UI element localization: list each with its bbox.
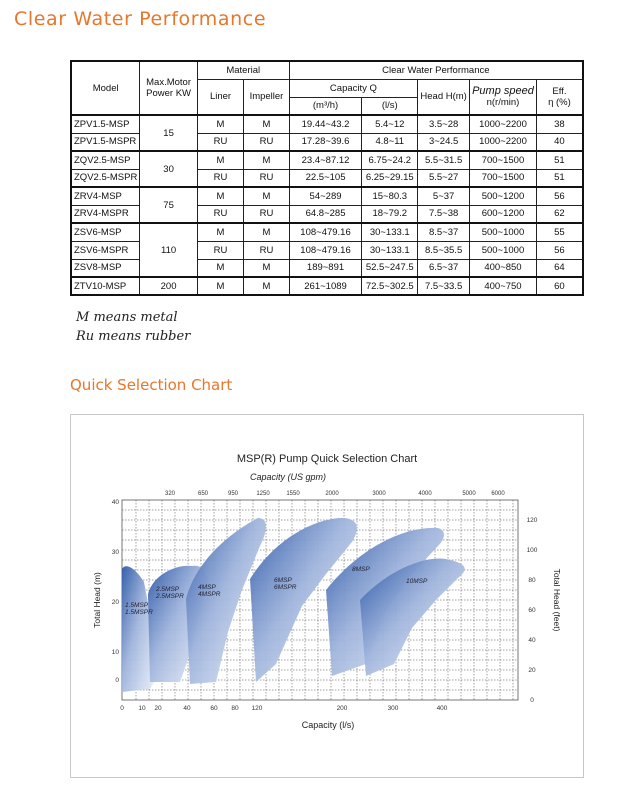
series-label: 2.5MSPR <box>156 593 184 600</box>
y-left-axis-label: Total Head (m) <box>92 572 102 628</box>
top-tick-label: 5000 <box>462 491 476 497</box>
series-label: 8MSP <box>352 566 370 573</box>
cell-eff: 51 <box>536 151 583 169</box>
top-tick-label: 1550 <box>286 491 300 497</box>
cell-speed: 1000~2200 <box>470 115 537 133</box>
cell-head: 8.5~37 <box>418 223 470 241</box>
top-tick-label: 320 <box>164 491 176 497</box>
y-left-tick-label: 10 <box>111 649 119 656</box>
y-right-tick-label: 80 <box>528 577 536 584</box>
cell-m3h: 108~479.16 <box>289 223 362 241</box>
x-tick-label: 40 <box>183 705 191 712</box>
top-axis-label: Capacity (US gpm) <box>249 472 327 482</box>
header-liner: Liner <box>197 79 243 115</box>
cell-eff: 64 <box>536 259 583 277</box>
cell-head: 7.5~38 <box>418 205 470 223</box>
cell-m3h: 54~289 <box>289 187 362 205</box>
cell-ls: 30~133.1 <box>362 223 418 241</box>
series-label: 10MSP <box>406 578 428 585</box>
cell-eff: 51 <box>536 169 583 187</box>
cell-impeller: RU <box>244 241 289 259</box>
cell-power: 15 <box>140 115 197 151</box>
table-row <box>71 115 583 133</box>
cell-eff: 56 <box>536 187 583 205</box>
cell-model: ZTV10-MSP <box>71 277 140 295</box>
cell-power: 30 <box>140 151 197 187</box>
cell-head: 3~24.5 <box>418 133 470 151</box>
cell-liner: RU <box>197 169 243 187</box>
cell-model: ZQV2.5-MSP <box>71 151 140 169</box>
cell-m3h: 22.5~105 <box>289 169 362 187</box>
cell-liner: M <box>197 151 243 169</box>
cell-head: 5.5~31.5 <box>418 151 470 169</box>
x-tick-label: 120 <box>251 705 263 712</box>
cell-model: ZRV4-MSPR <box>71 205 140 223</box>
cell-liner: M <box>197 187 243 205</box>
cell-eff: 62 <box>536 205 583 223</box>
cell-ls: 5.4~12 <box>362 115 418 133</box>
table-row <box>71 277 583 295</box>
y-right-tick-label: 40 <box>528 637 536 644</box>
series-label: 4MSPR <box>198 591 221 598</box>
cell-liner: RU <box>197 205 243 223</box>
cell-eff: 55 <box>536 223 583 241</box>
cell-head: 7.5~33.5 <box>418 277 470 295</box>
y-left-tick-label: 0 <box>115 677 119 684</box>
series-label: 6MSPR <box>274 584 297 591</box>
cell-model: ZRV4-MSP <box>71 187 140 205</box>
header-capacity-m3h: (m³/h) <box>289 97 362 115</box>
cell-impeller: M <box>244 277 289 295</box>
x-tick-label: 60 <box>210 705 218 712</box>
quick-selection-heading: Quick Selection Chart <box>70 376 233 394</box>
x-tick-label: 20 <box>154 705 162 712</box>
performance-table <box>70 60 584 296</box>
cell-speed: 1000~2200 <box>470 133 537 151</box>
header-clear-water-performance: Clear Water Performance <box>289 61 583 79</box>
cell-model: ZSV6-MSPR <box>71 241 140 259</box>
cell-ls: 18~79.2 <box>362 205 418 223</box>
note-rubber: Ru means rubber <box>76 329 191 344</box>
top-tick-label: 950 <box>227 491 239 497</box>
cell-ls: 72.5~302.5 <box>362 277 418 295</box>
cell-head: 6.5~37 <box>418 259 470 277</box>
cell-speed: 400~850 <box>470 259 537 277</box>
header-model: Model <box>71 61 140 115</box>
y-right-tick-label: 120 <box>526 517 538 524</box>
header-pump-speed: Pump speed n(r/min) <box>470 79 537 115</box>
cell-m3h: 17.28~39.6 <box>289 133 362 151</box>
x-tick-label: 10 <box>138 705 146 712</box>
cell-speed: 700~1500 <box>470 151 537 169</box>
cell-ls: 15~80.3 <box>362 187 418 205</box>
header-material: Material <box>197 61 289 79</box>
y-right-tick-label: 0 <box>530 697 534 704</box>
series-label: 1.5MSPR <box>125 609 153 616</box>
cell-speed: 500~1000 <box>470 223 537 241</box>
cell-model: ZPV1.5-MSPR <box>71 133 140 151</box>
cell-speed: 600~1200 <box>470 205 537 223</box>
x-tick-label: 80 <box>231 705 239 712</box>
top-tick-label: 3000 <box>372 491 386 497</box>
y-left-tick-label: 20 <box>111 599 119 606</box>
top-tick-label: 4000 <box>418 491 432 497</box>
table-row <box>71 187 583 205</box>
series-label: 2.5MSP <box>156 586 180 593</box>
cell-eff: 40 <box>536 133 583 151</box>
header-efficiency: Eff. η (%) <box>536 79 583 115</box>
cell-m3h: 189~891 <box>289 259 362 277</box>
cell-liner: RU <box>197 241 243 259</box>
cell-liner: M <box>197 115 243 133</box>
cell-eff: 56 <box>536 241 583 259</box>
cell-m3h: 64.8~285 <box>289 205 362 223</box>
cell-power: 200 <box>140 277 197 295</box>
cell-ls: 6.25~29.15 <box>362 169 418 187</box>
cell-ls: 52.5~247.5 <box>362 259 418 277</box>
cell-impeller: RU <box>244 133 289 151</box>
cell-model: ZSV6-MSP <box>71 223 140 241</box>
cell-liner: M <box>197 223 243 241</box>
chart-title: MSP(R) Pump Quick Selection Chart <box>236 453 418 465</box>
cell-head: 5~37 <box>418 187 470 205</box>
top-tick-label: 650 <box>197 491 209 497</box>
cell-liner: RU <box>197 133 243 151</box>
cell-head: 8.5~35.5 <box>418 241 470 259</box>
cell-m3h: 19.44~43.2 <box>289 115 362 133</box>
cell-model: ZPV1.5-MSP <box>71 115 140 133</box>
series-label: 6MSP <box>274 577 292 584</box>
cell-power: 75 <box>140 187 197 223</box>
cell-eff: 60 <box>536 277 583 295</box>
cell-speed: 500~1000 <box>470 241 537 259</box>
cell-ls: 30~133.1 <box>362 241 418 259</box>
header-head: Head H(m) <box>418 79 470 115</box>
y-right-tick-label: 100 <box>526 547 538 554</box>
cell-impeller: RU <box>244 205 289 223</box>
x-tick-label: 0 <box>120 705 124 712</box>
cell-impeller: M <box>244 259 289 277</box>
top-tick-label: 1250 <box>256 491 270 497</box>
table-row <box>71 151 583 169</box>
cell-power: 110 <box>140 223 197 277</box>
cell-m3h: 23.4~87.12 <box>289 151 362 169</box>
top-tick-label: 2000 <box>325 491 339 497</box>
y-right-tick-label: 60 <box>528 607 536 614</box>
cell-impeller: M <box>244 223 289 241</box>
x-tick-label: 200 <box>336 705 348 712</box>
header-capacity: Capacity Q <box>289 79 417 97</box>
cell-model: ZQV2.5-MSPR <box>71 169 140 187</box>
cell-ls: 4.8~11 <box>362 133 418 151</box>
cell-impeller: M <box>244 187 289 205</box>
top-tick-label: 6000 <box>491 491 505 497</box>
cell-model: ZSV8-MSP <box>71 259 140 277</box>
cell-head: 5.5~27 <box>418 169 470 187</box>
y-right-axis-label: Total Head (feet) <box>552 568 562 632</box>
cell-eff: 38 <box>536 115 583 133</box>
cell-m3h: 261~1089 <box>289 277 362 295</box>
cell-head: 3.5~28 <box>418 115 470 133</box>
page-title: Clear Water Performance <box>14 8 267 30</box>
y-left-tick-label: 40 <box>111 499 119 506</box>
header-max-motor: Max.Motor Power KW <box>140 61 197 115</box>
series-label: 1.5MSP <box>125 602 149 609</box>
cell-impeller: RU <box>244 169 289 187</box>
cell-ls: 6.75~24.2 <box>362 151 418 169</box>
header-impeller: Impeller <box>244 79 289 115</box>
x-axis-label: Capacity (l/s) <box>301 720 355 730</box>
table-row <box>71 223 583 241</box>
cell-speed: 500~1200 <box>470 187 537 205</box>
cell-liner: M <box>197 277 243 295</box>
cell-speed: 400~750 <box>470 277 537 295</box>
header-capacity-ls: (l/s) <box>362 97 418 115</box>
series-label: 4MSP <box>198 584 216 591</box>
cell-m3h: 108~479.16 <box>289 241 362 259</box>
cell-impeller: M <box>244 115 289 133</box>
cell-impeller: M <box>244 151 289 169</box>
note-metal: M means metal <box>76 310 178 325</box>
material-notes <box>76 308 190 346</box>
cell-speed: 700~1500 <box>470 169 537 187</box>
cell-liner: M <box>197 259 243 277</box>
y-left-tick-label: 30 <box>111 549 119 556</box>
quick-selection-chart <box>70 414 584 778</box>
y-right-tick-label: 20 <box>528 667 536 674</box>
x-tick-label: 300 <box>387 705 399 712</box>
x-tick-label: 400 <box>436 705 448 712</box>
